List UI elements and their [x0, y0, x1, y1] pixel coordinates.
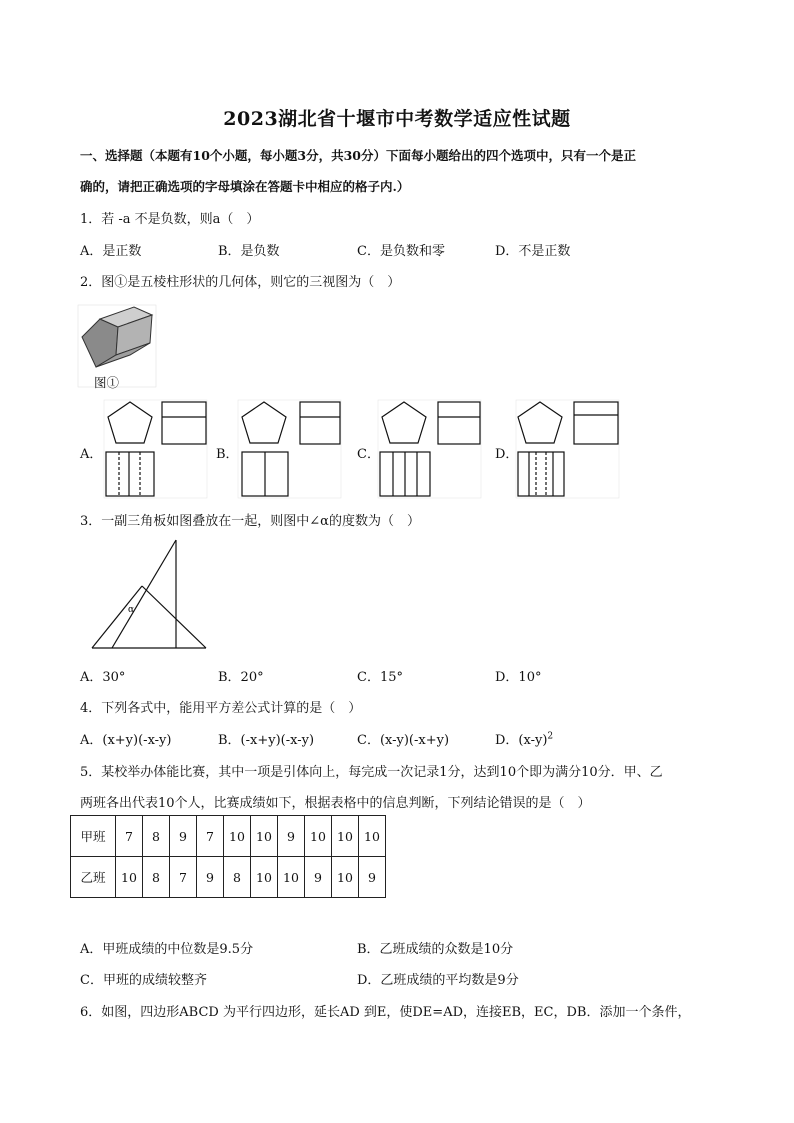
q5-option-c: C．甲班的成绩较整齐 [80, 973, 207, 988]
section-instruction-line2: 确的，请把正确选项的字母填涂在答题卡中相应的格子内.） [80, 179, 410, 194]
table-cell: 10 [251, 816, 278, 857]
q2-option-d-label: D． [495, 447, 519, 462]
row-header: 乙班 [71, 857, 116, 898]
table-cell: 9 [305, 857, 332, 898]
table-cell: 8 [143, 857, 170, 898]
figure-1-caption: 图① [94, 375, 120, 390]
q1-option-d: D．不是正数 [495, 244, 571, 259]
q2-option-c-views [378, 400, 483, 500]
row-header: 甲班 [71, 816, 116, 857]
q2-stem: 2．图①是五棱柱形状的几何体，则它的三视图为（ ） [80, 275, 401, 290]
score-table [70, 815, 386, 898]
q4-option-d [495, 729, 553, 748]
q1-option-a: A．是正数 [80, 244, 142, 259]
q5-option-a: A．甲班成绩的中位数是9.5分 [80, 942, 254, 957]
table-cell: 9 [359, 857, 386, 898]
q3-option-b: B．20° [218, 670, 264, 685]
q4-stem: 4．下列各式中，能用平方差公式计算的是（ ） [80, 701, 362, 716]
section-instruction-line1: 一、选择题（本题有10个小题，每小题3分，共30分）下面每小题给出的四个选项中，只有一个是正 [80, 148, 636, 163]
table-cell: 10 [224, 816, 251, 857]
q4-option-a: A．(x+y)(-x-y) [80, 733, 172, 748]
q3-stem: 3．一副三角板如图叠放在一起，则图中∠α的度数为（ ） [80, 514, 420, 529]
q5-stem-line1: 5．某校举办体能比赛，其中一项是引体向上，每完成一次记录1分，达到10个即为满分10分．甲、乙 [80, 765, 663, 780]
q1-stem: 1．若 -a 不是负数，则a（ ） [80, 212, 260, 227]
q2-option-b-views [238, 400, 343, 500]
q4-option-c: C．(x-y)(-x+y) [357, 733, 450, 748]
table-cell: 10 [116, 857, 143, 898]
table-cell: 9 [278, 816, 305, 857]
q3-option-a: A．30° [80, 670, 126, 685]
q2-option-a-views [104, 400, 209, 500]
table-cell: 7 [116, 816, 143, 857]
table-cell: 10 [332, 857, 359, 898]
q3-option-d: D．10° [495, 670, 542, 685]
table-cell: 8 [143, 816, 170, 857]
q2-option-c-label: C． [357, 447, 380, 462]
table-row [71, 816, 386, 857]
table-cell: 10 [278, 857, 305, 898]
q5-option-b: B．乙班成绩的众数是10分 [357, 942, 514, 957]
q6-stem: 6．如图，四边形ABCD 为平行四边形，延长AD 到E，使DE=AD，连接EB，EC，DB．添加一个条件， [80, 1005, 691, 1020]
table-row [71, 857, 386, 898]
q4-option-d-exponent: 2 [547, 731, 554, 742]
q2-option-a-label: A． [80, 447, 103, 462]
table-cell: 10 [332, 816, 359, 857]
angle-alpha-label: α [128, 605, 135, 615]
q1-option-b: B．是负数 [218, 244, 280, 259]
q2-option-b-label: B． [216, 447, 239, 462]
table-cell: 10 [251, 857, 278, 898]
q4-option-d-base: D．(x-y) [495, 733, 548, 748]
table-cell: 9 [197, 857, 224, 898]
table-cell: 10 [305, 816, 332, 857]
q4-option-b: B．(-x+y)(-x-y) [218, 733, 315, 748]
table-cell: 7 [197, 816, 224, 857]
table-cell: 7 [170, 857, 197, 898]
q3-option-c: C．15° [357, 670, 403, 685]
q5-option-d: D．乙班成绩的平均数是9分 [357, 973, 519, 988]
table-cell: 9 [170, 816, 197, 857]
q5-stem-line2: 两班各出代表10个人，比赛成绩如下，根据表格中的信息判断，下列结论错误的是（ ） [80, 796, 591, 811]
table-cell: 8 [224, 857, 251, 898]
page-title: 2023湖北省十堰市中考数学适应性试题 [223, 108, 571, 130]
triangle-set-figure [90, 538, 210, 650]
q1-option-c: C．是负数和零 [357, 244, 445, 259]
table-cell: 10 [359, 816, 386, 857]
q2-option-d-views [516, 400, 621, 500]
